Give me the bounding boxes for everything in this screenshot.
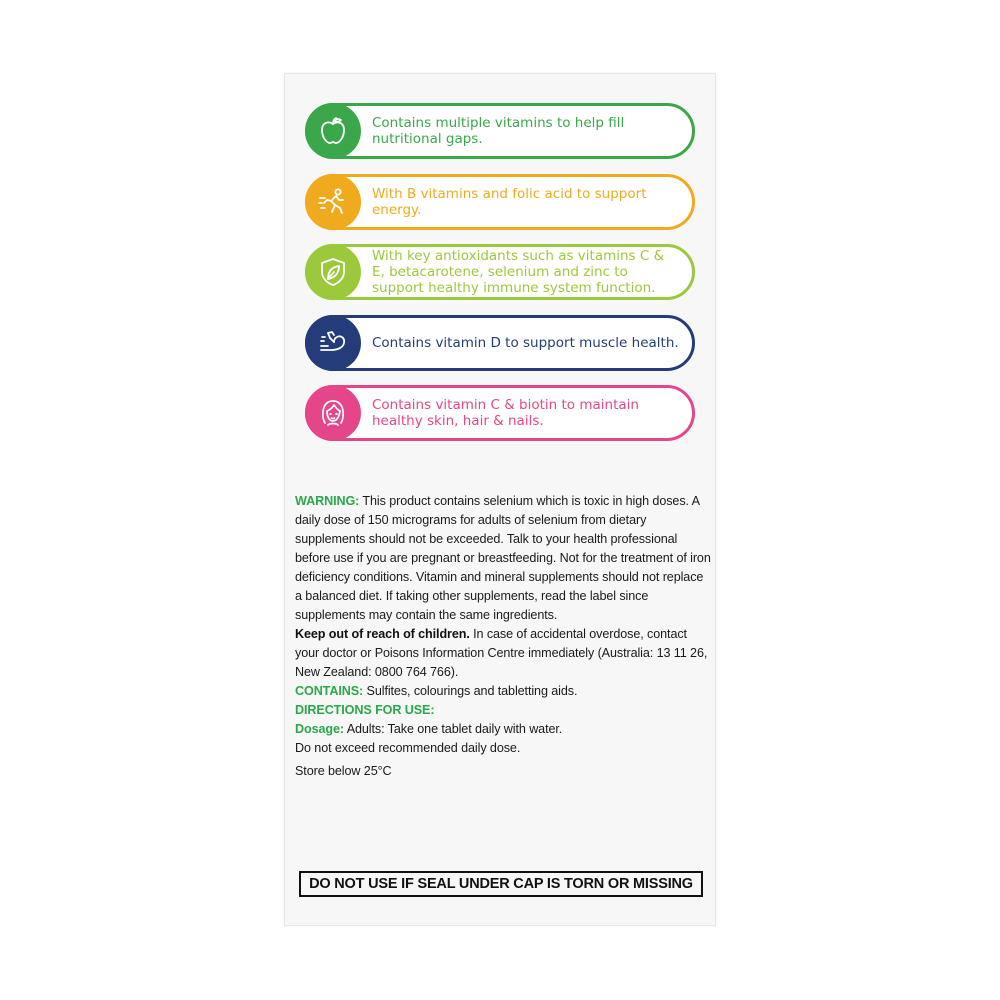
benefit-energy: [305, 174, 695, 230]
flexed-arm-icon: [316, 326, 350, 360]
directions-heading: DIRECTIONS FOR USE:: [295, 703, 435, 717]
benefit-immune: [305, 244, 695, 300]
benefit-badge: [305, 315, 361, 371]
running-person-icon: [316, 185, 350, 219]
dosage-paragraph: [295, 720, 711, 739]
benefit-badge: [305, 174, 361, 230]
warning-paragraph: [295, 492, 711, 625]
benefit-text: With key antioxidants such as vitamins C & E, betacarotene, selenium and zinc to support healthy immune system function.: [372, 248, 665, 296]
dose-limit-text: Do not exceed recommended daily dose.: [295, 741, 521, 755]
fine-print: [295, 492, 711, 781]
benefit-badge: [305, 385, 361, 441]
benefit-nutritional-gaps: [305, 103, 695, 159]
benefit-skin-hair-nails: [305, 385, 695, 441]
benefit-badge: [305, 244, 361, 300]
dosage-text: Adults: Take one tablet daily with water.: [344, 722, 563, 736]
benefit-muscle: [305, 315, 695, 371]
children-text: In case of accidental overdose, contact your doctor or Poisons Information Centre immediately (Australia: 13 11 26, New Zealand: 0800 764 766).: [295, 627, 708, 679]
benefit-text: With B vitamins and folic acid to support energy.: [372, 186, 647, 218]
contains-label: CONTAINS:: [295, 684, 364, 698]
seal-warning-box: [299, 871, 703, 897]
children-paragraph: [295, 625, 711, 682]
seal-warning-text: DO NOT USE IF SEAL UNDER CAP IS TORN OR MISSING: [309, 876, 693, 892]
benefit-text: Contains vitamin C & biotin to maintain healthy skin, hair & nails.: [372, 397, 639, 429]
dosage-label: Dosage:: [295, 722, 344, 736]
warning-text: This product contains selenium which is toxic in high doses. A daily dose of 150 micrograms for adults of selenium from dietary supplements should not be exceeded. Talk to your health professional before use if you are pregnant or breastfeeding. Not for the treatment of iron deficiency conditions. Vitamin and mineral supplements should not replace a balanced diet. If taking other supplements, read the label since supplements may contain the same ingredients.: [295, 494, 711, 622]
benefit-text: Contains vitamin D to support muscle health.: [372, 335, 679, 351]
children-label: Keep out of reach of children.: [295, 627, 470, 641]
contains-text: Sulfites, colourings and tabletting aids.: [363, 684, 578, 698]
shield-leaf-icon: [316, 255, 350, 289]
benefit-text: Contains multiple vitamins to help fill nutritional gaps.: [372, 115, 625, 147]
apple-icon: [316, 114, 350, 148]
woman-face-icon: [316, 396, 350, 430]
benefit-badge: [305, 103, 361, 159]
product-label-panel: [284, 73, 716, 926]
contains-paragraph: [295, 682, 711, 701]
storage-text: Store below 25°C: [295, 764, 392, 778]
warning-label: WARNING:: [295, 494, 360, 508]
